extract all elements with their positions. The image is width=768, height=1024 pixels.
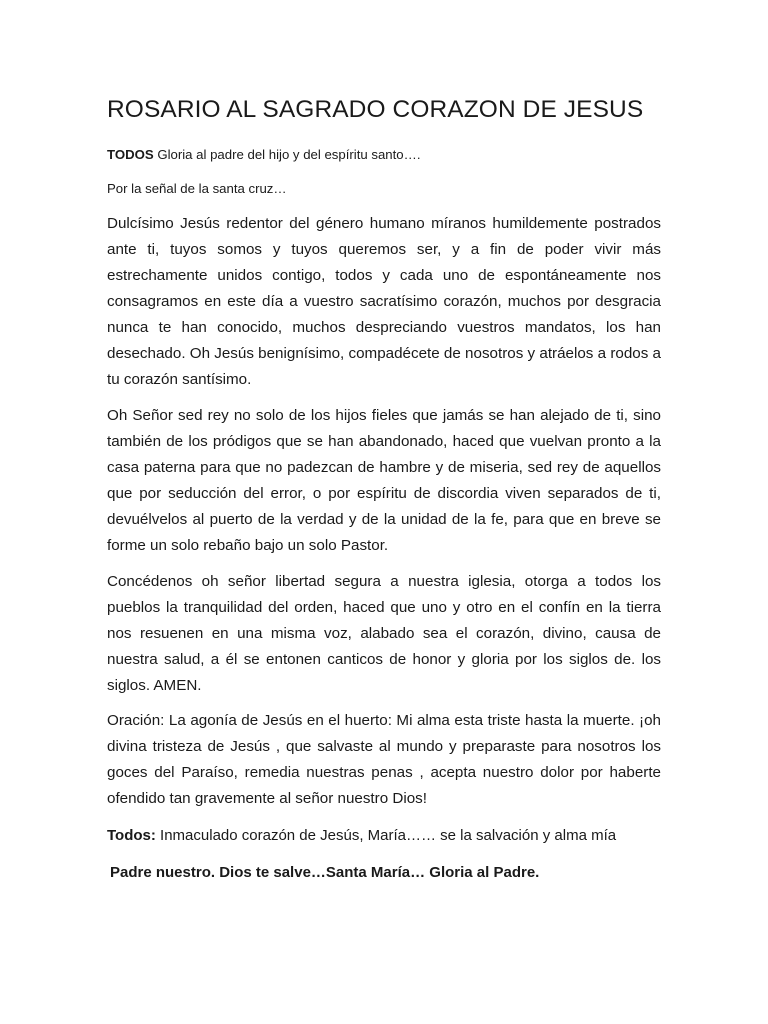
final-prayers-line: Padre nuestro. Dios te salve…Santa María… Gloria al Padre. [110,864,540,881]
document-title: ROSARIO AL SAGRADO CORAZON DE JESUS [107,96,644,123]
senal-cruz-line: Por la señal de la santa cruz… [107,181,287,196]
todos-colon-label: Todos: [107,827,156,844]
paragraph-oh-senor: Oh Señor sed rey no solo de los hijos fieles que jamás se han alejado de ti, sino también de los pródigos que se han abandonado, haced que vuelvan pronto a la casa paterna para que no padezcan de hambre y de miseria, sed rey de aquellos que por seducción del error, o por espíritu de discordia viven separados de ti, devuélvelos al puerto de la verdad y de la unidad de la fe, para que en breve se forme un solo rebaño bajo un solo Pastor. [107,407,661,554]
todos-inmaculado-line [107,827,616,844]
todos-label: TODOS [107,147,154,162]
paragraph-dulcisimo: Dulcísimo Jesús redentor del género humano míranos humildemente postrados ante ti, tuyos somos y tuyos queremos ser, y a fin de poder vivir más estrechamente unidos contigo, todos y cada uno de espontáneamente nos consagramos en este día a vuestro sacratísimo corazón, muchos por desgracia nunca te han conocido, muchos despreciando vuestros mandatos, los han desechado. Oh Jesús benignísimo, compadécete de nosotros y atráelos a rodos a tu corazón santísimo. [107,215,661,388]
paragraph-oracion: Oración: La agonía de Jesús en el huerto: Mi alma esta triste hasta la muerte. ¡oh divina tristeza de Jesús , que salvaste al mundo y preparaste para nosotros los goces del Paraíso, remedia nuestras penas , acepta nuestro dolor por haberte ofendido tan gravemente al señor nuestro Dios! [107,712,661,807]
inmaculado-text: Inmaculado corazón de Jesús, María…… se la salvación y alma mía [155,827,617,844]
todos-gloria-line [107,147,420,162]
paragraph-concedenos: Concédenos oh señor libertad segura a nuestra iglesia, otorga a todos los pueblos la tranquilidad del orden, haced que uno y otro en el confín en la tierra nos resuenen en una misma voz, alabado sea el corazón, divino, causa de nuestra salud, a él se entonen canticos de honor y gloria por los siglos de. los siglos. AMEN. [107,573,661,694]
gloria-text: Gloria al padre del hijo y del espíritu santo…. [153,147,421,162]
